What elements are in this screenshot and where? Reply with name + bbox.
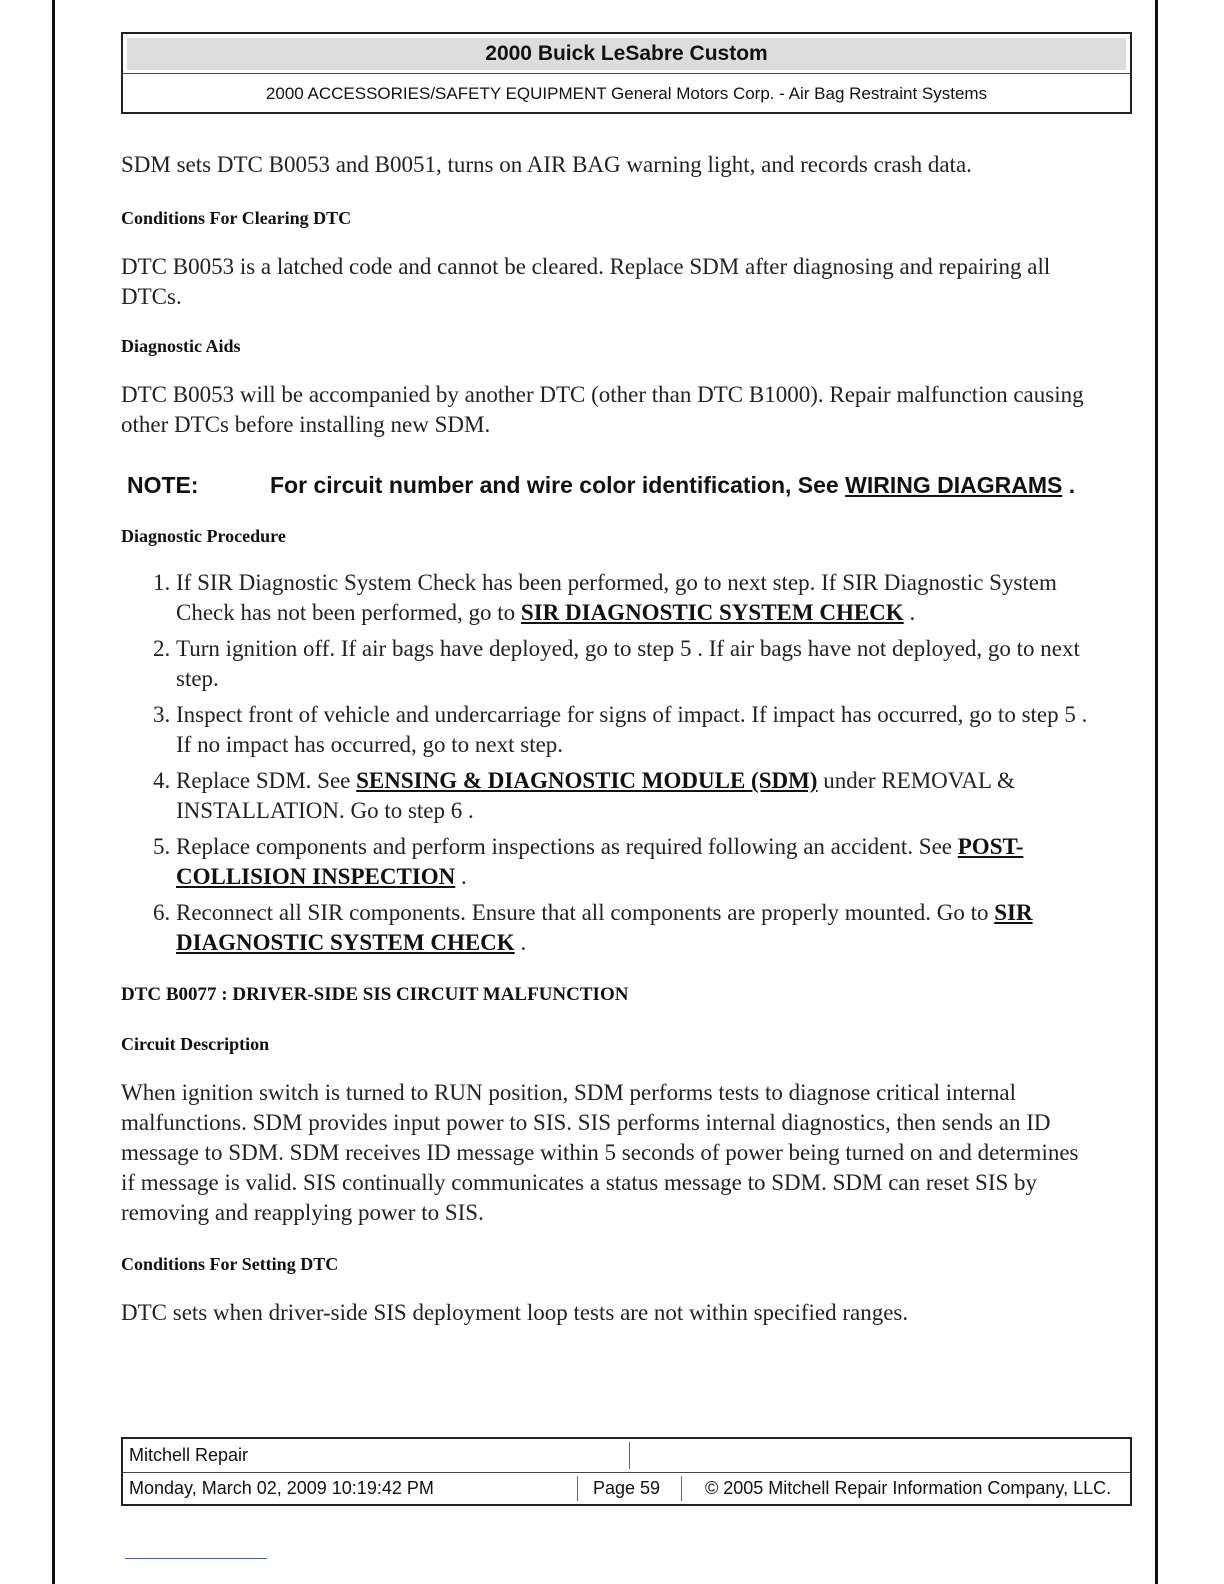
- step-text: Inspect front of vehicle and undercarriage for signs of impact. If impact has occurred, go to step 5 . If no impact has occurred, go to next step.: [176, 702, 1088, 757]
- document-content: [121, 150, 1096, 1328]
- dtc-b0077-heading: DTC B0077 : DRIVER-SIDE SIS CIRCUIT MALFUNCTION: [121, 984, 629, 1005]
- footer-divider: [681, 1476, 682, 1501]
- aids-heading: Diagnostic Aids: [121, 336, 241, 356]
- setting-dtc-heading: Conditions For Setting DTC: [121, 1254, 339, 1274]
- document-footer: [121, 1437, 1132, 1506]
- footer-row-meta: [123, 1473, 1130, 1504]
- procedure-step: [176, 634, 1096, 694]
- step-text: Replace SDM. See: [176, 768, 357, 793]
- note-label: NOTE:: [127, 472, 199, 498]
- wiring-diagrams-link[interactable]: WIRING DIAGRAMS: [845, 472, 1063, 498]
- step-text: If SIR Diagnostic System Check has been performed, go to next step. If SIR Diagnostic System Check has not been performed, go to: [176, 570, 1057, 625]
- step-suffix: .: [514, 930, 527, 955]
- header-subtitle: 2000 ACCESSORIES/SAFETY EQUIPMENT General Motors Corp. - Air Bag Restraint Systems: [265, 84, 988, 103]
- step-text: Turn ignition off. If air bags have deployed, go to step 5 . If air bags have not deployed, go to next step.: [176, 636, 1080, 691]
- intro-paragraph: SDM sets DTC B0053 and B0051, turns on AIR BAG warning light, and records crash data.: [121, 152, 972, 177]
- sir-diagnostic-system-check-link[interactable]: SIR DIAGNOSTIC SYSTEM CHECK: [520, 600, 904, 625]
- procedure-step: [176, 700, 1096, 760]
- procedure-steps: [121, 568, 1096, 958]
- step-text: Reconnect all SIR components. Ensure that all components are properly mounted. Go to: [176, 900, 995, 925]
- footer-date: Monday, March 02, 2009 10:19:42 PM: [129, 1478, 434, 1498]
- footer-row-company: [123, 1439, 1130, 1473]
- setting-dtc-text: DTC sets when driver-side SIS deployment loop tests are not within specified ranges.: [121, 1300, 909, 1325]
- note-suffix: .: [1062, 472, 1076, 498]
- footer-page-number: Page 59: [593, 1478, 661, 1498]
- header-title: 2000 Buick LeSabre Custom: [127, 38, 1126, 70]
- step-suffix: .: [455, 864, 467, 889]
- clearing-text: DTC B0053 is a latched code and cannot be cleared. Replace SDM after diagnosing and repairing all DTCs.: [121, 254, 1051, 309]
- step-text: Replace components and perform inspections as required following an accident. See: [176, 834, 958, 859]
- footer-company: Mitchell Repair: [129, 1445, 249, 1465]
- note-text: [270, 470, 1096, 500]
- procedure-step: [176, 766, 1096, 826]
- note-block: [127, 470, 1096, 500]
- footer-divider: [629, 1442, 630, 1469]
- document-header: [121, 32, 1132, 114]
- sir-diagnostic-system-check-link[interactable]: SIR DIAGNOSTIC SYSTEM CHECK: [176, 900, 1033, 955]
- post-collision-inspection-link[interactable]: POST-COLLISION INSPECTION: [176, 834, 1024, 889]
- clearing-heading: Conditions For Clearing DTC: [121, 208, 352, 228]
- circuit-description-heading: Circuit Description: [121, 1034, 270, 1054]
- note-body: For circuit number and wire color identification, See: [270, 472, 846, 498]
- footer-copyright: © 2005 Mitchell Repair Information Company, LLC.: [705, 1478, 1112, 1498]
- header-divider: [123, 73, 1130, 74]
- procedure-step: [176, 898, 1096, 958]
- circuit-description-text: When ignition switch is turned to RUN position, SDM performs tests to diagnose critical internal malfunctions. SDM provides input power to SIS. SIS performs internal diagnostics, then sends an ID message to SDM. SDM receives ID message within 5 seconds of power being turned on and determines if message is valid. SIS continually communicates a status message to SDM. SDM can reset SIS by removing and reapplying power to SIS.: [121, 1080, 1079, 1225]
- bottom-rule: [125, 1558, 267, 1559]
- procedure-step: [176, 832, 1096, 892]
- aids-text: DTC B0053 will be accompanied by another DTC (other than DTC B1000). Repair malfunction causing other DTCs before installing new SDM.: [121, 382, 1084, 437]
- step-suffix: .: [903, 600, 916, 625]
- procedure-heading: Diagnostic Procedure: [121, 526, 286, 546]
- footer-divider: [577, 1476, 578, 1501]
- procedure-step: [176, 568, 1096, 628]
- step-suffix: under REMOVAL & INSTALLATION. Go to step 6 .: [176, 768, 1015, 823]
- sdm-link[interactable]: SENSING & DIAGNOSTIC MODULE (SDM): [356, 768, 818, 793]
